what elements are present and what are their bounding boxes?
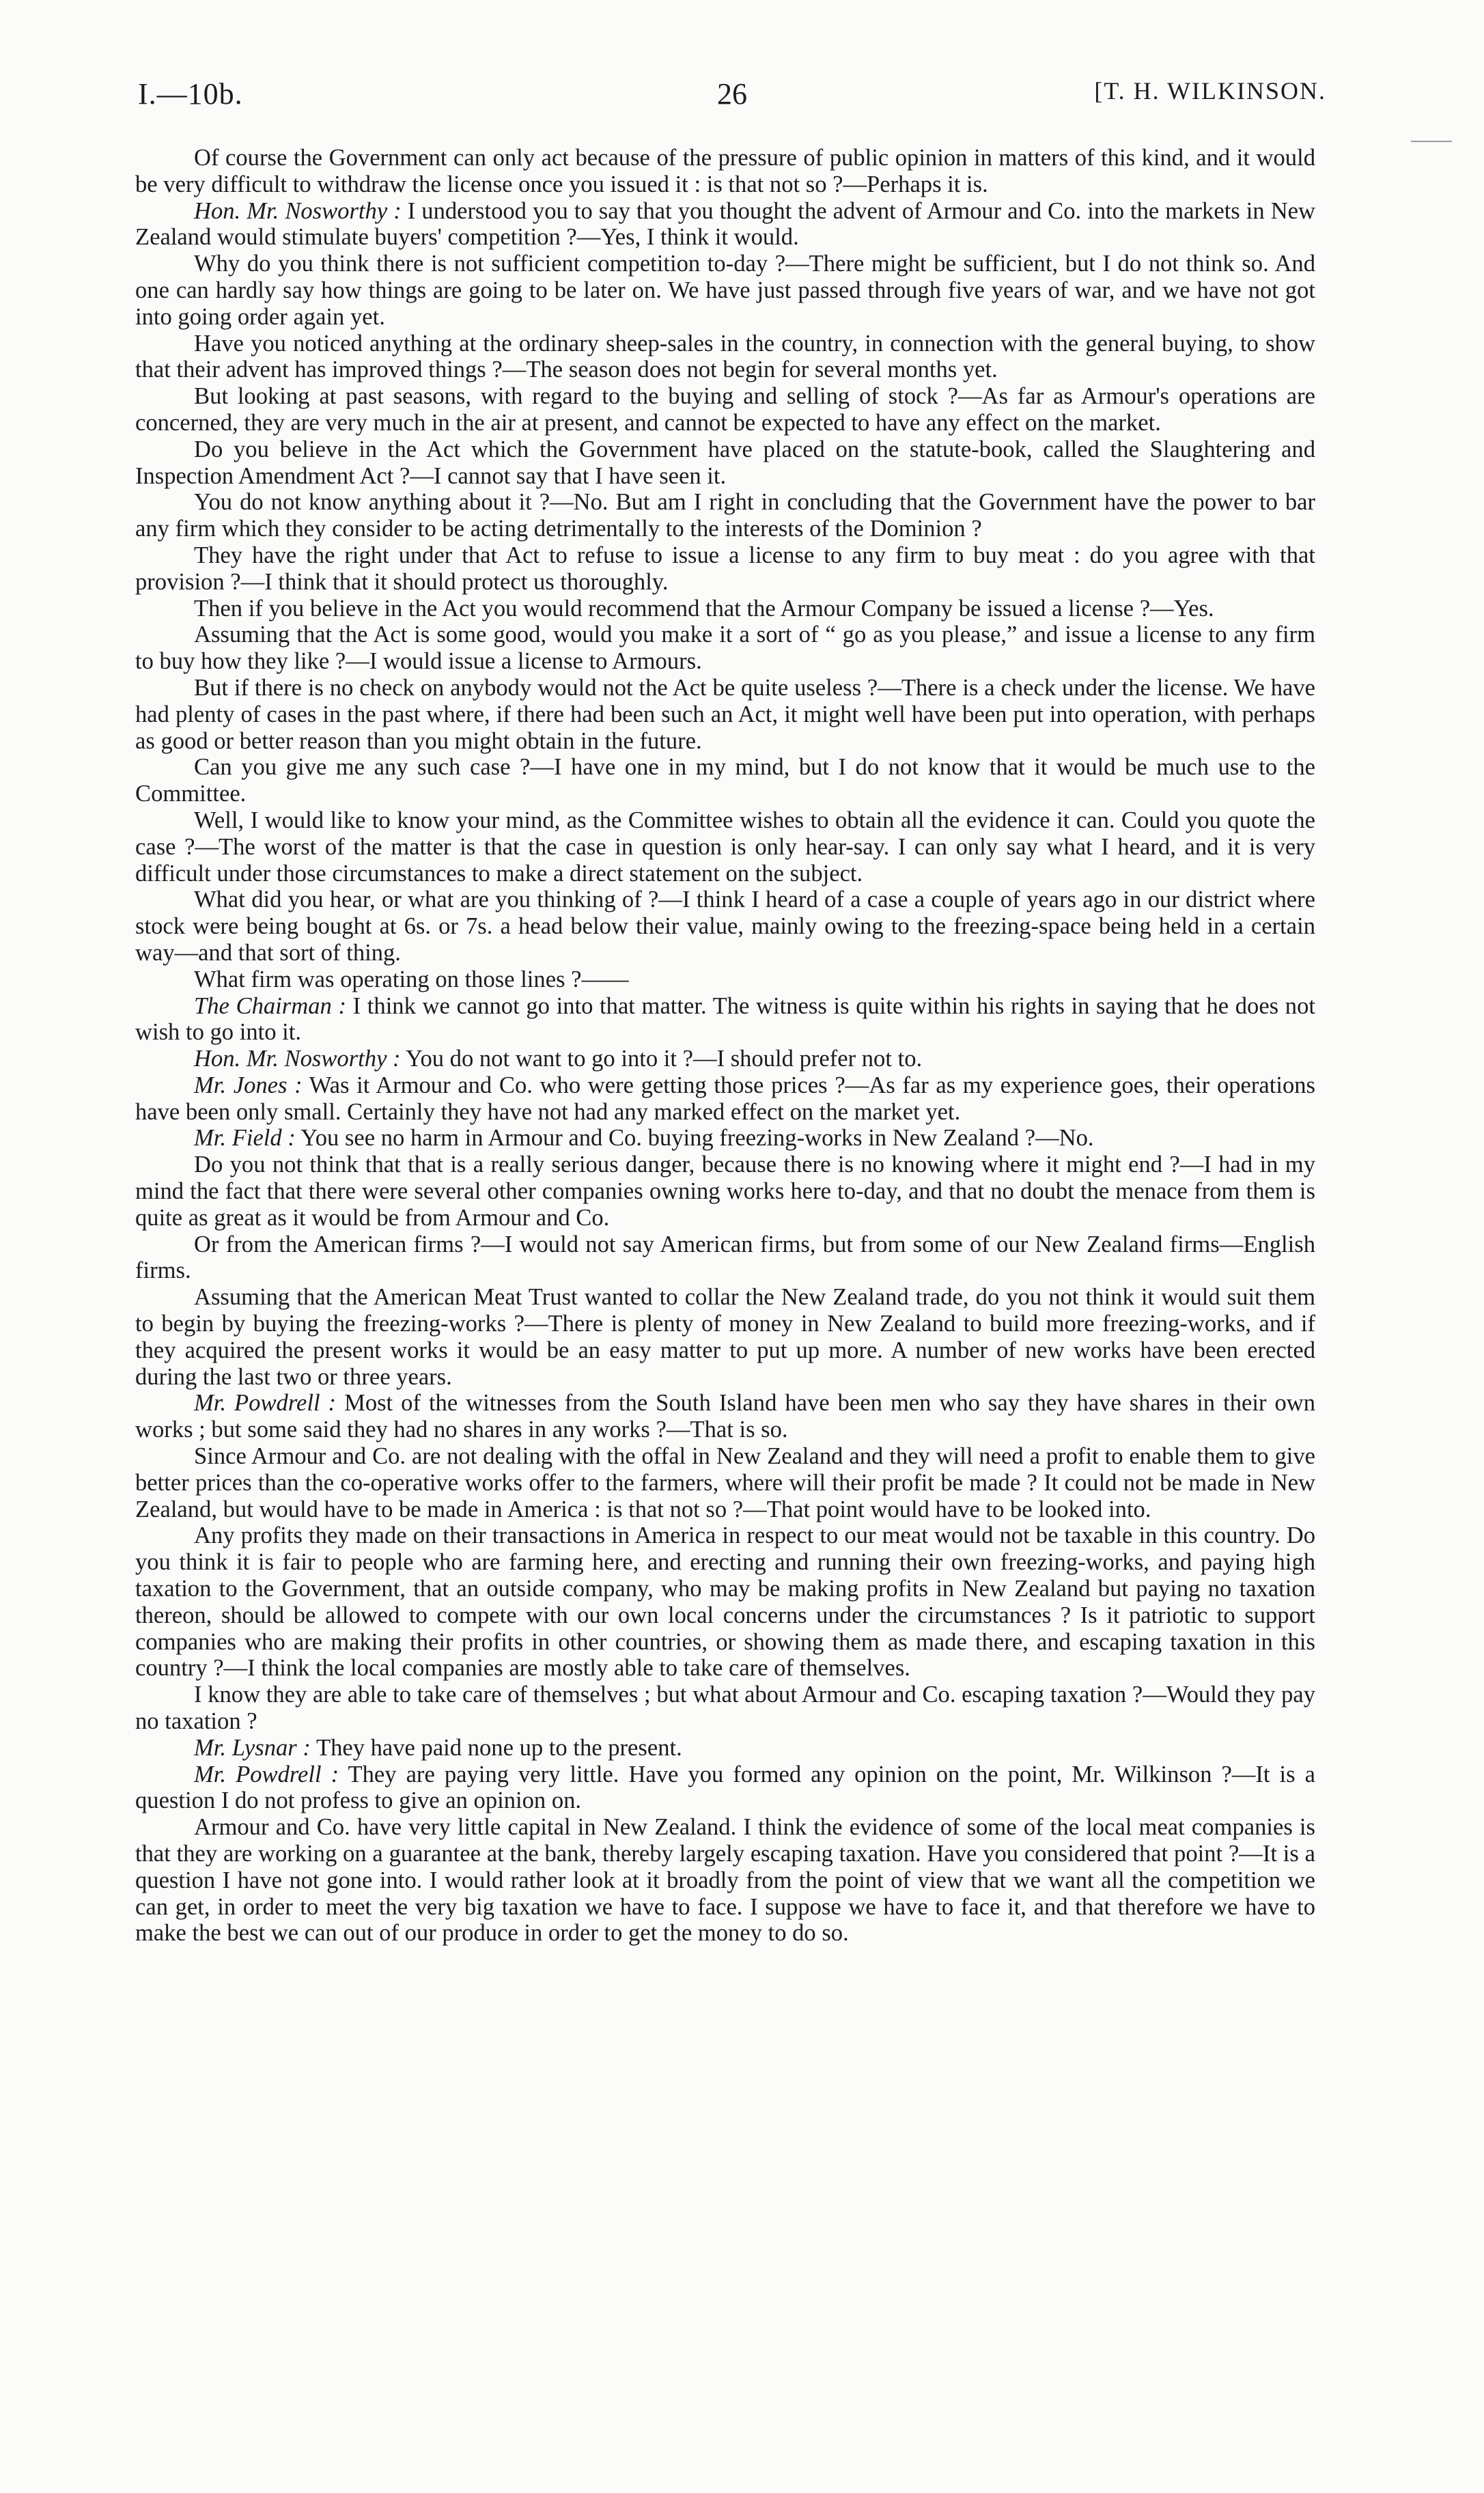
speaker-name: Mr. Powdrell : bbox=[194, 1390, 337, 1417]
speaker-name: Mr. Powdrell : bbox=[194, 1761, 339, 1787]
paragraph-text: Why do you think there is not sufficient competition to-day ?—There might be sufficient, but I do not think so. And one can hardly say how things are going to be later on. We have just passed through five years of war, and we have not got into going order again yet. bbox=[135, 251, 1315, 330]
paragraph bbox=[135, 331, 1315, 384]
paragraph bbox=[135, 1125, 1315, 1152]
paragraph bbox=[135, 754, 1315, 807]
paragraph bbox=[135, 1152, 1315, 1231]
paragraph-text: But if there is no check on anybody would not the Act be quite useless ?—There is a check under the license. We have had plenty of cases in the past where, if there had been such an Act, it might well have been put into operation, with perhaps as good or better reason than you might obtain in the future. bbox=[135, 674, 1315, 754]
paragraph bbox=[135, 622, 1315, 675]
paragraph bbox=[135, 1814, 1315, 1947]
paragraph-text: Assuming that the American Meat Trust wanted to collar the New Zealand trade, do you not think it would suit them to begin by buying the freezing-works ?—There is plenty of money in New Zealand to build more freezing-works, and if they acquired the present works it would be an easy matter to put up more. A number of new works have been erected during the last two or three years. bbox=[135, 1284, 1315, 1390]
paragraph-text: Armour and Co. have very little capital in New Zealand. I think the evidence of some of the local meat companies is that they are working on a guarantee at the bank, thereby largely escaping taxation. Have you considered that point ?—It is a question I have not gone into. I would rather look at it broadly from the point of view that we want all the competition we can get, in order to meet the very big taxation we have to face. I suppose we have to face it, and that therefore we have to make the best we can out of our produce in order to get the money to do so. bbox=[135, 1814, 1315, 1947]
paragraph-text: Any profits they made on their transactions in America in respect to our meat would not be taxable in this country. Do you think it is fair to people who are farming here, and erecting and running their own freezing-works, and paying high taxation to the Government, that an outside company, who may be making profits in New Zealand but paying no taxation thereon, should be allowed to compete with our own local concerns under the circumstances ? Is it patriotic to support companies who are making their profits in other countries, or showing them as made there, and escaping taxation in this country ?—I think the local companies are mostly able to take care of themselves. bbox=[135, 1522, 1315, 1682]
paragraph-text: I know they are able to take care of themselves ; but what about Armour and Co. escaping taxation ?—Would they pay no taxation ? bbox=[135, 1682, 1315, 1735]
paragraph bbox=[135, 1761, 1315, 1815]
paragraph bbox=[135, 1284, 1315, 1390]
document-body bbox=[135, 145, 1315, 1947]
speaker-name: Mr. Field : bbox=[194, 1125, 296, 1152]
speaker-name: Hon. Mr. Nosworthy : bbox=[194, 197, 402, 224]
paragraph-text: You do not want to go into it ?—I should prefer not to. bbox=[400, 1046, 923, 1072]
paragraph bbox=[135, 1046, 1315, 1072]
paragraph-text: They have paid none up to the present. bbox=[310, 1734, 682, 1761]
paragraph-text: What did you hear, or what are you thinking of ?—I think I heard of a case a couple of years ago in our district where stock were being bought at 6s. or 7s. a head below their value, mainly owing to the freezing-space being held in a certain way—and that sort of thing. bbox=[135, 887, 1315, 966]
paragraph bbox=[135, 596, 1315, 622]
paragraph bbox=[135, 675, 1315, 754]
paragraph bbox=[135, 993, 1315, 1046]
paragraph bbox=[135, 1443, 1315, 1522]
paragraph-text: They are paying very little. Have you formed any opinion on the point, Mr. Wilkinson ?—It is a question I do not profess to give an opinion on. bbox=[135, 1761, 1315, 1814]
paragraph-text: Or from the American firms ?—I would not say American firms, but from some of our New Zealand firms—English firms. bbox=[135, 1231, 1315, 1284]
paragraph bbox=[135, 145, 1315, 198]
paragraph-text: Do you believe in the Act which the Government have placed on the statute-book, called the Slaughtering and Inspection Amendment Act ?—I cannot say that I have seen it. bbox=[135, 436, 1315, 489]
paragraph-text: Do you not think that that is a really serious danger, because there is no knowing where it might end ?—I had in my mind the fact that there were several other companies owning works here to-day, and that no doubt the menace from them is quite as great as it would be from Armour and Co. bbox=[135, 1152, 1315, 1231]
speaker-name: Mr. Lysnar : bbox=[194, 1734, 311, 1761]
margin-rule bbox=[1411, 141, 1452, 142]
paragraph bbox=[135, 1735, 1315, 1761]
paragraph-text: They have the right under that Act to refuse to issue a license to any firm to buy meat : do you agree with that provision ?—I think that it should protect us thoroughly. bbox=[135, 542, 1315, 595]
header-paper-reference: I.—10b. bbox=[138, 77, 243, 111]
paragraph bbox=[135, 1231, 1315, 1285]
paragraph-text: Can you give me any such case ?—I have one in my mind, but I do not know that it would be much use to the Committee. bbox=[135, 754, 1315, 807]
header-witness-name: [T. H. WILKINSON. bbox=[1094, 77, 1326, 105]
paragraph bbox=[135, 807, 1315, 887]
paragraph-text: What firm was operating on those lines ?—— bbox=[194, 966, 629, 992]
paragraph bbox=[135, 542, 1315, 596]
paragraph bbox=[135, 251, 1315, 330]
paragraph bbox=[135, 436, 1315, 490]
paragraph bbox=[135, 383, 1315, 436]
paragraph bbox=[135, 1682, 1315, 1735]
speaker-name: Mr. Jones : bbox=[194, 1072, 303, 1098]
header-page-number: 26 bbox=[717, 77, 747, 111]
paragraph-text: Was it Armour and Co. who were getting those prices ?—As far as my experience goes, their operations have been only small. Certainly they have not had any marked effect on the market yet. bbox=[135, 1072, 1316, 1125]
paragraph-text: Well, I would like to know your mind, as the Committee wishes to obtain all the evidence it can. Could you quote the case ?—The worst of the matter is that the case in question is only hear-say. I can only say what I heard, and it is very difficult under those circumstances to make a direct statement on the subject. bbox=[135, 807, 1315, 887]
paragraph-text: Since Armour and Co. are not dealing with the offal in New Zealand and they will need a profit to enable them to give better prices than the co-operative works offer to the farmers, where will their profit be made ? It could not be made in New Zealand, but would have to be made in America : is that not so ?—That point would have to be looked into. bbox=[135, 1443, 1315, 1522]
paragraph-text: But looking at past seasons, with regard to the buying and selling of stock ?—As far as Armour's operations are concerned, they are very much in the air at present, and cannot be expected to have any effect on the market. bbox=[135, 383, 1315, 436]
paragraph-text: Most of the witnesses from the South Island have been men who say they have shares in their own works ; but some said they had no shares in any works ?—That is so. bbox=[135, 1390, 1315, 1443]
paragraph bbox=[135, 198, 1315, 251]
paragraph-text: I think we cannot go into that matter. The witness is quite within his rights in saying that he does not wish to go into it. bbox=[135, 992, 1315, 1046]
paragraph bbox=[135, 966, 1315, 993]
paragraph-text: Assuming that the Act is some good, would you make it a sort of “ go as you please,” and issue a license to any firm to buy how they like ?—I would issue a license to Armours. bbox=[135, 622, 1315, 675]
paragraph bbox=[135, 1522, 1315, 1682]
paragraph-text: Of course the Government can only act because of the pressure of public opinion in matters of this kind, and it would be very difficult to withdraw the license once you issued it : is that not so ?—Perhaps it is. bbox=[135, 145, 1315, 197]
paragraph bbox=[135, 887, 1315, 966]
paragraph bbox=[135, 1072, 1315, 1126]
paragraph bbox=[135, 1390, 1315, 1443]
speaker-name: The Chairman : bbox=[194, 992, 346, 1019]
speaker-name: Hon. Mr. Nosworthy : bbox=[194, 1046, 401, 1072]
paragraph-text: You see no harm in Armour and Co. buying freezing-works in New Zealand ?—No. bbox=[295, 1125, 1094, 1152]
page-header bbox=[138, 76, 1326, 131]
paragraph-text: I understood you to say that you thought the advent of Armour and Co. into the markets in New Zealand would stimulate buyers' competition ?—Yes, I think it would. bbox=[135, 197, 1315, 251]
paragraph bbox=[135, 489, 1315, 542]
paragraph-text: Then if you believe in the Act you would recommend that the Armour Company be issued a license ?—Yes. bbox=[194, 595, 1214, 622]
paragraph-text: You do not know anything about it ?—No. But am I right in concluding that the Government have the power to bar any firm which they consider to be acting detrimentally to the interests of the Dominion ? bbox=[135, 489, 1315, 542]
paragraph-text: Have you noticed anything at the ordinary sheep-sales in the country, in connection with the general buying, to show that their advent has improved things ?—The season does not begin for several months yet. bbox=[135, 330, 1315, 383]
